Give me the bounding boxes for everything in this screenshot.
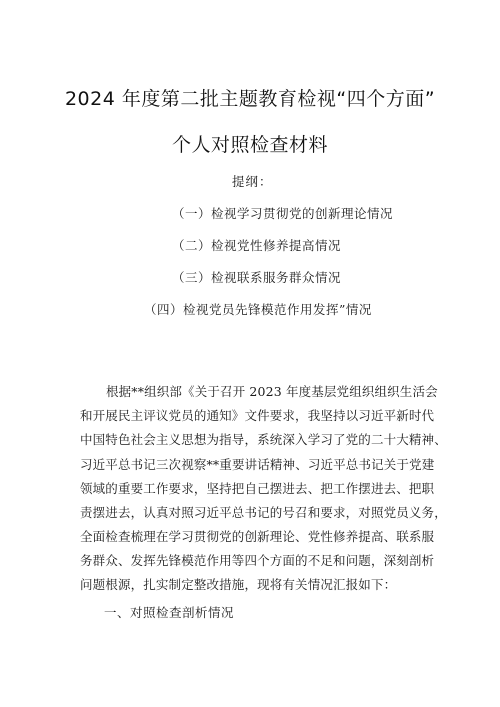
body-line: 务群众、发挥先锋模范作用等四个方面的不足和问题，深刻剖析	[80, 553, 435, 568]
outline-item-3: （三）检视联系服务群众情况	[172, 270, 342, 285]
outline-item-4: （四）检视党员先锋模范作用发挥”情况	[144, 302, 372, 317]
body-line: 问题根源，扎实制定整改措施，现将有关情况汇报如下：	[80, 577, 397, 592]
body-line: 责摆进去，认真对照习近平总书记的号召和要求，对照党员义务，	[80, 505, 447, 520]
outline-item-1: （一）检视学习贯彻党的创新理论情况	[172, 206, 394, 221]
body-line: 中国特色社会主义思想为指导，系统深入学习了党的二十大精神、	[80, 432, 447, 447]
body-line: 习近平总书记三次视察**重要讲话精神、习近平总书记关于党建	[80, 457, 435, 472]
outline-label: 提纲：	[232, 174, 273, 189]
body-line: 全面检查梳理在学习贯彻党的创新理论、党性修养提高、联系服	[80, 529, 435, 544]
body-line: 根据**组织部《关于召开 2023 年度基层党组织组织生活会	[106, 384, 438, 399]
section-heading-1: 一、对照检查剖析情况	[104, 605, 235, 620]
body-line: 领域的重要工作要求，坚持把自己摆进去、把工作摆进去、把职	[80, 481, 435, 496]
outline-item-2: （二）检视党性修养提高情况	[172, 238, 342, 253]
body-line: 和开展民主评议党员的通知》文件要求，我坚持以习近平新时代	[80, 408, 435, 423]
document-title-line-2: 个人对照检查材料	[171, 134, 328, 156]
document-title-line-1: 2024 年度第二批主题教育检视“四个方面”	[64, 88, 436, 110]
